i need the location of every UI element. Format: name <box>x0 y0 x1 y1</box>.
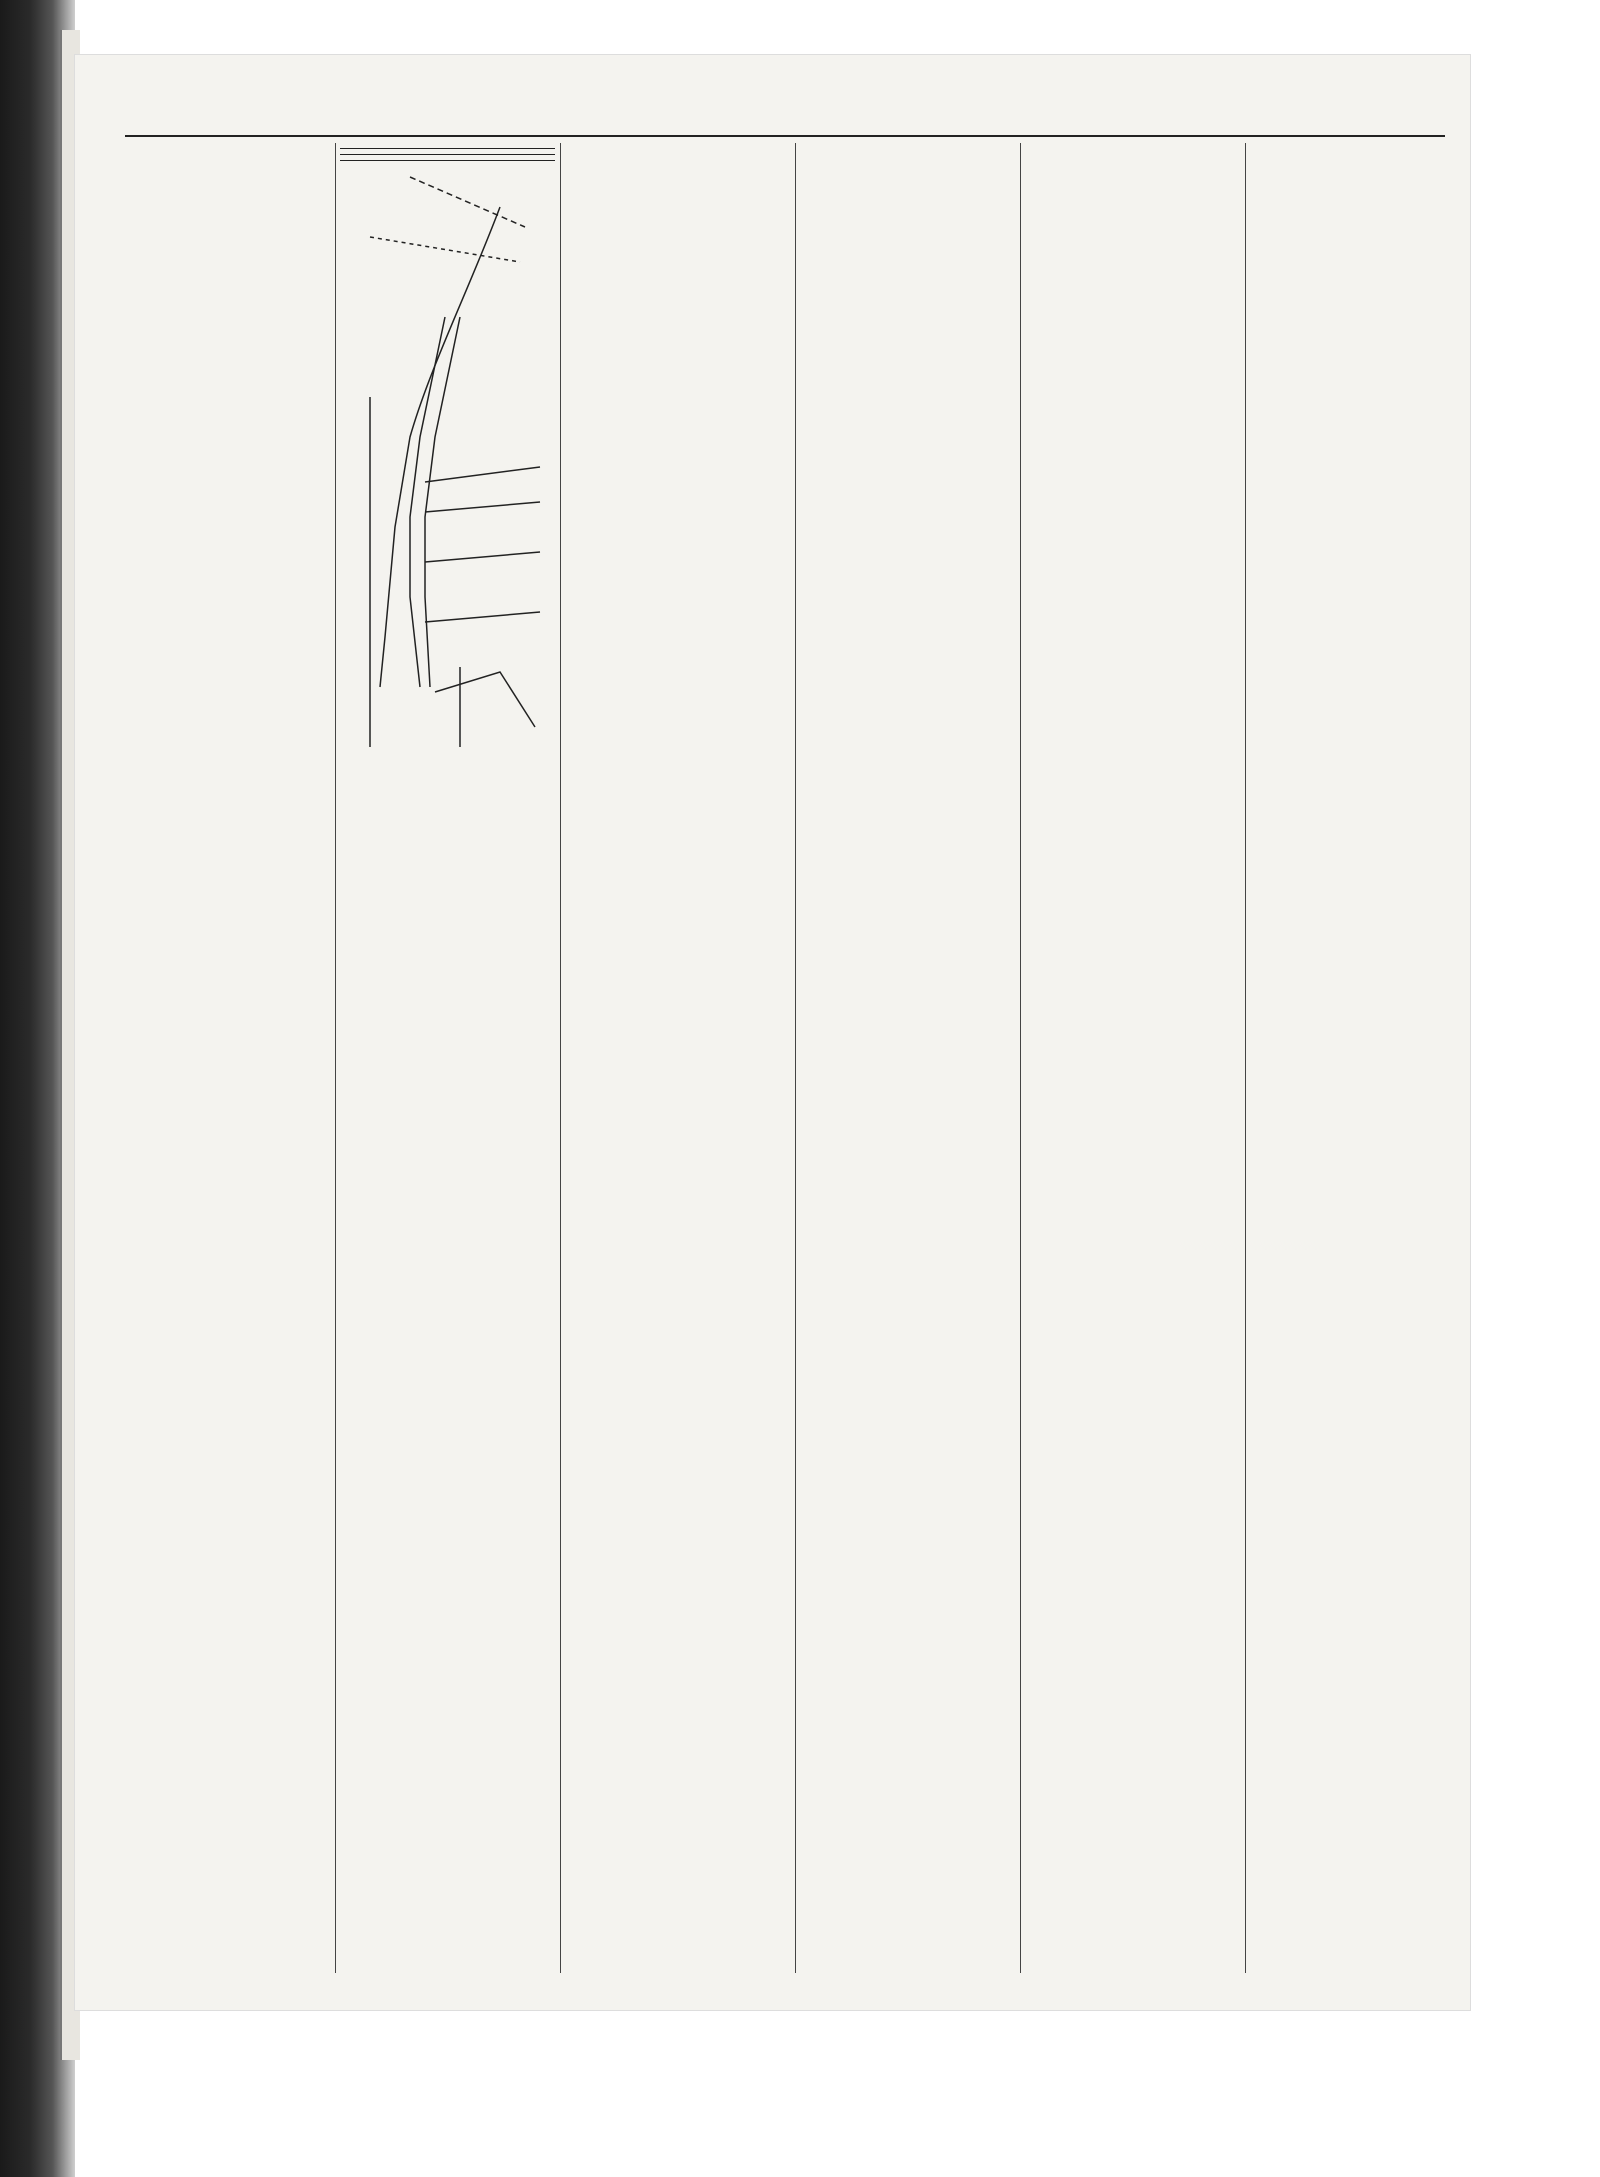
column-1 <box>115 143 330 1973</box>
cross-street <box>425 612 540 622</box>
header-rule <box>125 135 1445 137</box>
column-separator <box>795 143 796 1973</box>
cross-street <box>435 672 535 727</box>
column-6 <box>1250 143 1460 1973</box>
section-divider <box>340 154 555 155</box>
cross-street <box>425 502 540 512</box>
district-boundary <box>370 237 520 262</box>
section-divider <box>340 160 555 161</box>
column-separator <box>335 143 336 1973</box>
cross-street <box>425 552 540 562</box>
district-boundary <box>410 177 525 227</box>
column-separator <box>560 143 561 1973</box>
column-2 <box>340 143 555 1973</box>
cross-street <box>425 467 540 482</box>
section-divider <box>340 148 555 149</box>
column-4 <box>800 143 1015 1973</box>
hochbahn-line <box>380 207 500 687</box>
page-header <box>105 93 1455 133</box>
column-separator <box>1020 143 1021 1973</box>
column-3 <box>565 143 790 1973</box>
column-separator <box>1245 143 1246 1973</box>
street-map-sketch <box>350 167 550 757</box>
map-drawing <box>350 167 550 757</box>
directory-page <box>75 55 1470 2010</box>
column-5 <box>1025 143 1240 1973</box>
alsterdorferstrasse-line <box>425 317 460 687</box>
